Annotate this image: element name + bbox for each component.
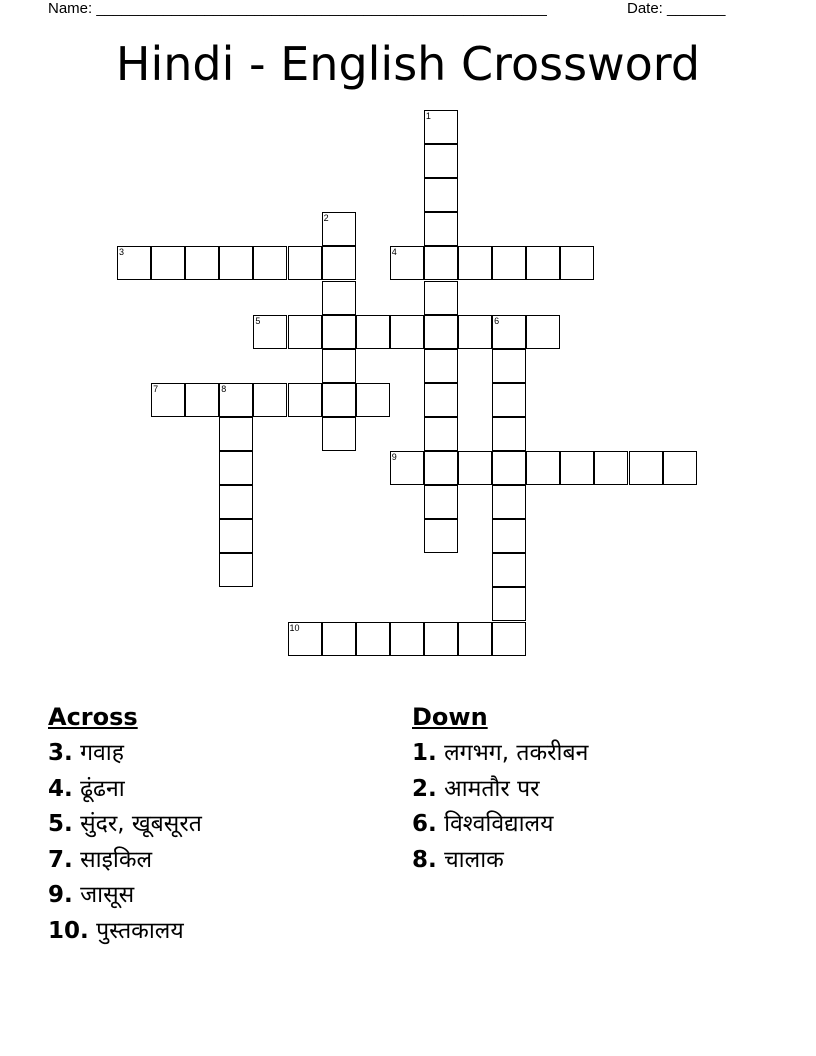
clue-across-5: [48, 807, 388, 843]
crossword-cell[interactable]: [424, 485, 458, 519]
clue-text: चालाक: [444, 846, 504, 873]
crossword-cell[interactable]: [424, 383, 458, 417]
crossword-cell[interactable]: [151, 383, 185, 417]
clue-number-label: 3: [119, 247, 125, 258]
down-heading: Down: [412, 703, 488, 731]
across-clues: [48, 702, 388, 949]
crossword-cell[interactable]: [185, 246, 219, 280]
clue-number: 6.: [412, 811, 437, 837]
crossword-cell[interactable]: [492, 417, 526, 451]
crossword-cell[interactable]: [458, 622, 492, 656]
crossword-cell[interactable]: [253, 246, 287, 280]
crossword-cell[interactable]: [492, 587, 526, 621]
clue-text: आमतौर पर: [444, 775, 540, 802]
clue-number-label: 1: [425, 111, 431, 121]
clue-text: पुस्तकालय: [96, 917, 184, 944]
clue-number-label: 7: [153, 383, 159, 394]
clue-text: सुंदर, खूबसूरत: [80, 811, 202, 837]
crossword-cell[interactable]: [390, 622, 424, 656]
down-clues: [412, 702, 772, 878]
clue-down-2: [412, 772, 772, 808]
crossword-cell[interactable]: [526, 315, 560, 349]
crossword-cell[interactable]: [219, 485, 253, 519]
crossword-cell[interactable]: [424, 212, 458, 246]
crossword-cell[interactable]: [288, 246, 322, 280]
clue-number-label: 4: [391, 247, 397, 258]
crossword-cell[interactable]: [219, 383, 253, 417]
crossword-cell[interactable]: [492, 349, 526, 383]
clue-number: 1.: [412, 740, 437, 766]
clue-across-9: [48, 878, 388, 914]
crossword-cell[interactable]: [322, 622, 356, 656]
crossword-cell[interactable]: [424, 417, 458, 451]
clue-text: विश्वविद्यालय: [444, 811, 554, 837]
clue-number: 5.: [48, 811, 73, 837]
crossword-cell[interactable]: [288, 622, 322, 656]
crossword-cell[interactable]: [492, 315, 526, 349]
clue-number-label: 10: [289, 622, 300, 633]
crossword-cell[interactable]: [322, 246, 356, 280]
clue-number: 9.: [48, 882, 73, 908]
clue-number-label: 8: [221, 383, 227, 394]
crossword-cell[interactable]: [492, 519, 526, 553]
crossword-cell[interactable]: [424, 110, 458, 144]
crossword-cell[interactable]: [356, 315, 390, 349]
crossword-cell[interactable]: [219, 451, 253, 485]
clue-number-label: 2: [323, 213, 329, 224]
crossword-cell[interactable]: [492, 246, 526, 280]
crossword-cell[interactable]: [322, 315, 356, 349]
crossword-cell[interactable]: [151, 246, 185, 280]
crossword-cell[interactable]: [424, 519, 458, 553]
crossword-cell[interactable]: [253, 315, 287, 349]
crossword-cell[interactable]: [526, 246, 560, 280]
page-title: Hindi - English Crossword: [115, 37, 701, 91]
clue-across-10: [48, 914, 388, 950]
crossword-cell[interactable]: [356, 383, 390, 417]
clue-text: ढूंढना: [80, 775, 125, 802]
clue-number-label: 5: [255, 315, 261, 326]
crossword-cell[interactable]: [219, 246, 253, 280]
crossword-cell[interactable]: [663, 451, 697, 485]
crossword-cell[interactable]: [390, 246, 424, 280]
crossword-cell[interactable]: [424, 144, 458, 178]
clue-down-8: [412, 843, 772, 879]
crossword-cell[interactable]: [219, 417, 253, 451]
crossword-cell[interactable]: [458, 451, 492, 485]
crossword-cell[interactable]: [390, 315, 424, 349]
crossword-cell[interactable]: [458, 246, 492, 280]
crossword-cell[interactable]: [322, 417, 356, 451]
crossword-cell[interactable]: [288, 315, 322, 349]
clue-number: 3.: [48, 740, 73, 766]
crossword-cell[interactable]: [629, 451, 663, 485]
clue-number: 7.: [48, 846, 73, 873]
crossword-cell[interactable]: [424, 622, 458, 656]
crossword-cell[interactable]: [322, 349, 356, 383]
crossword-cell[interactable]: [424, 349, 458, 383]
crossword-cell[interactable]: [560, 246, 594, 280]
crossword-cell[interactable]: [594, 451, 628, 485]
crossword-cell[interactable]: [322, 281, 356, 315]
crossword-cell[interactable]: [492, 622, 526, 656]
crossword-cell[interactable]: [458, 315, 492, 349]
clue-text: लगभग, तकरीबन: [444, 740, 589, 766]
clue-across-4: [48, 772, 388, 808]
crossword-cell[interactable]: [185, 383, 219, 417]
crossword-cell[interactable]: [492, 553, 526, 587]
clue-number: 8.: [412, 846, 437, 873]
crossword-cell[interactable]: [288, 383, 322, 417]
crossword-cell[interactable]: [424, 246, 458, 280]
clue-number: 2.: [412, 775, 437, 802]
crossword-cell[interactable]: [424, 315, 458, 349]
clue-across-7: [48, 843, 388, 879]
crossword-cell[interactable]: [424, 451, 458, 485]
clue-number: 10.: [48, 917, 89, 944]
date-field-label: Date: _______: [627, 0, 726, 17]
crossword-cell[interactable]: [322, 383, 356, 417]
crossword-cell[interactable]: [390, 451, 424, 485]
clue-text: जासूस: [80, 882, 135, 908]
crossword-cell[interactable]: [356, 622, 390, 656]
clue-number-label: 6: [494, 315, 500, 326]
crossword-cell[interactable]: [424, 178, 458, 212]
crossword-cell[interactable]: [219, 553, 253, 587]
crossword-cell[interactable]: [219, 519, 253, 553]
crossword-cell[interactable]: [322, 212, 356, 246]
crossword-cell[interactable]: [492, 485, 526, 519]
clue-across-3: [48, 736, 388, 772]
clue-down-6: [412, 807, 772, 843]
clue-text: साइकिल: [80, 846, 153, 873]
clue-number: 4.: [48, 775, 73, 802]
across-heading: Across: [48, 703, 138, 731]
name-field-label: Name: ______________________________________________________: [48, 0, 547, 17]
clue-text: गवाह: [80, 740, 124, 766]
crossword-cell[interactable]: [492, 383, 526, 417]
clue-number-label: 9: [391, 452, 397, 462]
clue-down-1: [412, 736, 772, 772]
crossword-cell[interactable]: [253, 383, 287, 417]
crossword-cell[interactable]: [560, 451, 594, 485]
crossword-cell[interactable]: [492, 451, 526, 485]
crossword-cell[interactable]: [526, 451, 560, 485]
crossword-cell[interactable]: [117, 246, 151, 280]
crossword-cell[interactable]: [424, 281, 458, 315]
